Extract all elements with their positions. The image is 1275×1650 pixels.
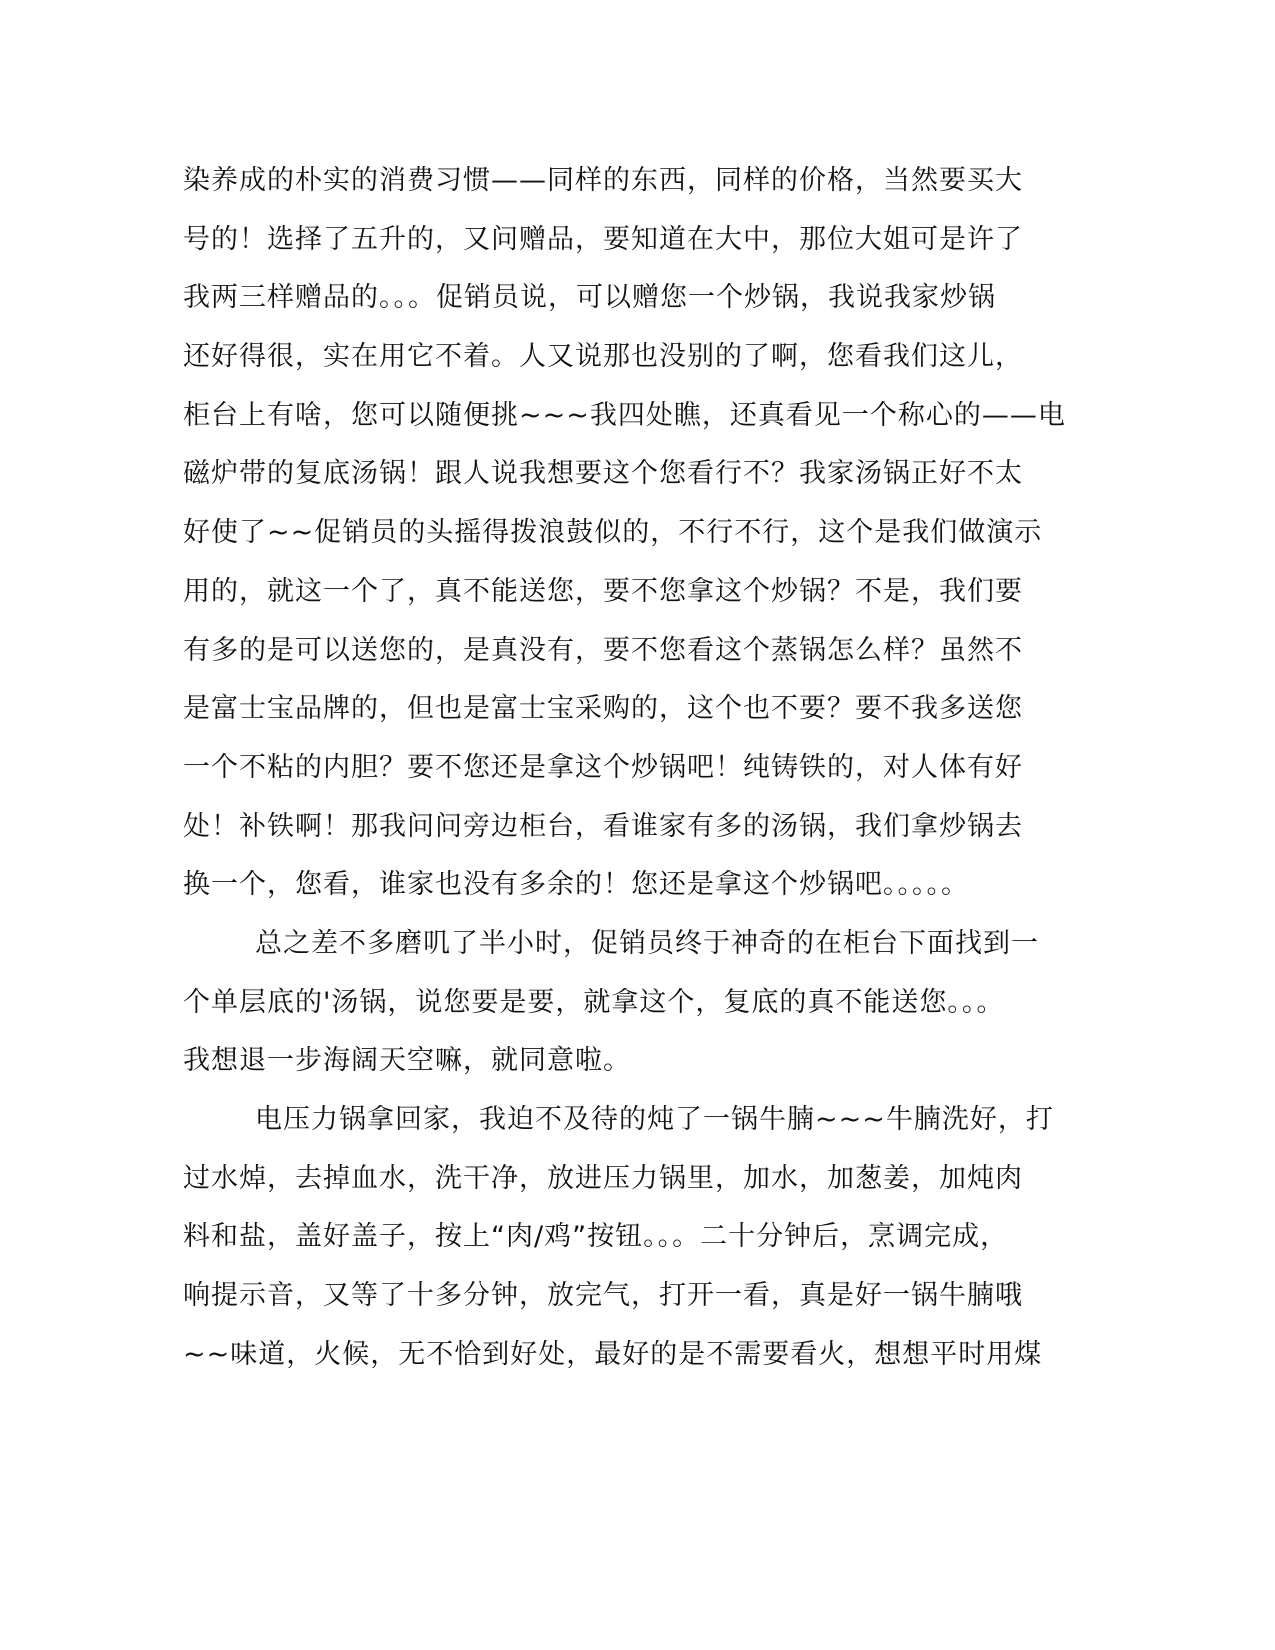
text-line: 一个不粘的内胆？要不您还是拿这个炒锅吧！纯铸铁的，对人体有好 — [183, 751, 1023, 783]
paragraph-first-line: 总之差不多磨叽了半小时，促销员终于神奇的在柜台下面找到一 — [255, 927, 1039, 959]
text-line: 换一个，您看，谁家也没有多余的！您还是拿这个炒锅吧。。。。。 — [183, 869, 969, 901]
text-line: 染养成的朴实的消费习惯——同样的东西，同样的价格，当然要买大 — [183, 165, 1023, 196]
text-line: 是富士宝品牌的，但也是富士宝采购的，这个也不要？要不我多送您 — [183, 693, 1023, 725]
text-line: 处！补铁啊！那我问问旁边柜台，看谁家有多的汤锅，我们拿炒锅去 — [183, 810, 1023, 842]
text-line: ~~味道，火候，无不恰到好处，最好的是不需要看火，想想平时用煤 — [183, 1338, 1043, 1370]
text-line: 好使了~~促销员的头摇得拨浪鼓似的，不行不行，这个是我们做演示 — [183, 517, 1043, 549]
text-line: 用的，就这一个了，真不能送您，要不您拿这个炒锅？不是，我们要 — [183, 575, 1023, 607]
text-line: 响提示音，又等了十多分钟，放完气，打开一看，真是好一锅牛腩哦 — [183, 1280, 1023, 1312]
text-line: 还好得很，实在用它不着。人又说那也没别的了啊，您看我们这儿， — [183, 341, 1023, 373]
text-line: 有多的是可以送您的，是真没有，要不您看这个蒸锅怎么样？虽然不 — [183, 634, 1023, 666]
text-line: 过水焯，去掉血水，洗干净，放进压力锅里，加水，加葱姜，加炖肉 — [183, 1162, 1023, 1194]
document-body — [183, 152, 1066, 1384]
text-line: 料和盐，盖好盖子，按上“肉/鸡”按钮。。。二十分钟后，烹调完成， — [183, 1221, 1009, 1253]
text-line: 号的！选择了五升的，又问赠品，要知道在大中，那位大姐可是许了 — [183, 223, 1023, 255]
paragraph-first-line: 电压力锅拿回家，我迫不及待的炖了一锅牛腩~~~牛腩洗好，打 — [255, 1104, 1054, 1135]
text-line: 磁炉带的复底汤锅！跟人说我想要这个您看行不？我家汤锅正好不太 — [183, 458, 1023, 490]
text-line: 我两三样赠品的。。。促销员说，可以赠您一个炒锅，我说我家炒锅 — [183, 282, 996, 314]
text-line: 柜台上有啥，您可以随便挑~~~我四处瞧，还真看见一个称心的——电 — [183, 399, 1066, 431]
text-line: 我想退一步海阔天空嘛，就同意啦。 — [183, 1045, 631, 1077]
text-line: 个单层底的'汤锅，说您要是要，就拿这个，复底的真不能送您。。。 — [183, 986, 1005, 1018]
